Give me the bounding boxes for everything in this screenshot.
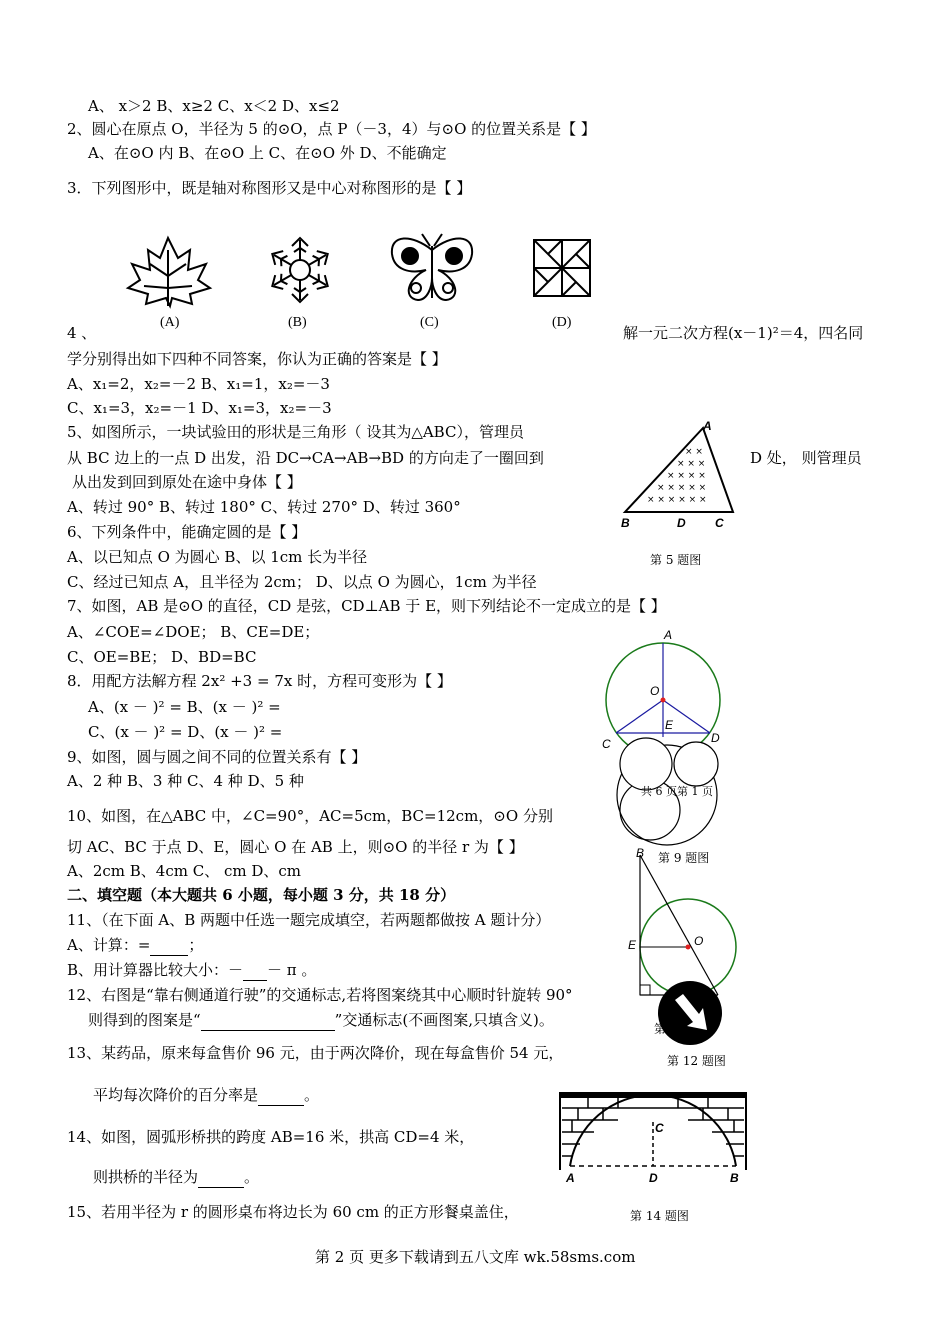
figure-5-caption: 第 5 题图 bbox=[650, 553, 702, 567]
q7-options-ab: A、∠COE=∠DOE； B、CE=DE； bbox=[67, 623, 320, 641]
question-12: 12、右图是“靠右侧通道行驶”的交通标志,若将图案绕其中心顺时针旋转 90° bbox=[67, 986, 573, 1004]
question-10-line2: 切 AC、BC 于点 D、E，圆心 O 在 AB 上，则⊙O 的半径 r 为【 】 bbox=[67, 838, 524, 856]
q4-options-ab: A、x₁=2，x₂=－2 B、x₁=1，x₂=－3 bbox=[67, 375, 330, 393]
question-9: 9、如图，圆与圆之间不同的位置关系有【 】 bbox=[67, 748, 367, 766]
section-2-heading: 二、填空题（本大题共 6 小题，每小题 3 分，共 18 分） bbox=[67, 886, 456, 904]
q13-end: 。 bbox=[304, 1086, 320, 1104]
fig14-label-d: D bbox=[649, 1171, 658, 1185]
question-14: 14、如图，圆弧形桥拱的跨度 AB=16 米，拱高 CD=4 米， bbox=[67, 1128, 475, 1146]
svg-text:× × × × × ×: × × × × × × bbox=[647, 495, 707, 505]
question-5: 5、如图所示，一块试验田的形状是三角形（ 设其为△ABC），管理员 bbox=[67, 423, 524, 441]
q10-options: A、2cm B、4cm C、 cm D、cm bbox=[67, 862, 302, 880]
q11-b-blank[interactable] bbox=[243, 960, 267, 981]
fig14-label-c: C bbox=[655, 1121, 664, 1135]
question-3: 3．下列图形中，既是轴对称图形又是中心对称图形的是【 】 bbox=[67, 179, 472, 197]
fig10-label-o: O bbox=[694, 934, 704, 948]
fig10-label-e: E bbox=[628, 938, 637, 952]
figure-14-arch-bridge bbox=[558, 1088, 748, 1188]
svg-text:× × ×: × × × bbox=[677, 459, 706, 469]
q13-blank[interactable] bbox=[258, 1085, 304, 1106]
question-6: 6、下列条件中，能确定圆的是【 】 bbox=[67, 523, 307, 541]
figure-12-traffic-sign bbox=[655, 978, 725, 1048]
q3-figures bbox=[120, 230, 610, 330]
question-2: 2、圆心在原点 O，半径为 5 的⊙O，点 P（－3，4）与⊙O 的位置关系是【 】 bbox=[67, 120, 596, 138]
q12-text: 则得到的图案是“ bbox=[88, 1011, 201, 1029]
question-7: 7、如图，AB 是⊙O 的直径，CD 是弦，CD⊥AB 于 E，则下列结论不一定成立的是【 】 bbox=[67, 597, 666, 615]
fig5-label-c: C bbox=[715, 516, 724, 530]
fig14-label-a: A bbox=[566, 1171, 575, 1185]
overlapping-page-label: 共 6 页第 1 页 bbox=[641, 785, 713, 798]
page-footer: 第 2 页 更多下载请到五八文库 wk.58sms.com bbox=[315, 1248, 636, 1266]
fig7-label-c: C bbox=[602, 737, 611, 751]
q13-text: 平均每次降价的百分率是 bbox=[93, 1086, 259, 1104]
question-5-line2: 从 BC 边上的一点 D 出发，沿 DC→CA→AB→BD 的方向走了一圈回到 bbox=[67, 449, 544, 467]
question-11: 11、（在下面 A、B 两题中任选一题完成填空，若两题都做按 A 题计分） bbox=[67, 911, 551, 929]
fig14-label-b: B bbox=[730, 1171, 739, 1185]
figure-14-caption: 第 14 题图 bbox=[630, 1209, 689, 1223]
question-13: 13、某药品，原来每盒售价 96 元，由于两次降价，现在每盒售价 54 元， bbox=[67, 1044, 564, 1062]
figure-12-caption: 第 12 题图 bbox=[667, 1054, 726, 1068]
figure-5-triangle bbox=[615, 420, 745, 535]
q12-end: ”交通标志(不画图案,只填含义)。 bbox=[334, 1011, 554, 1029]
question-15: 15、若用半径为 r 的圆形桌布将边长为 60 cm 的正方形餐桌盖住， bbox=[67, 1203, 519, 1221]
q5-options: A、转过 90° B、转过 180° C、转过 270° D、转过 360° bbox=[67, 498, 461, 516]
question-5-line2-right: D 处， 则管理员 bbox=[750, 449, 862, 467]
svg-text:× × × × ×: × × × × × bbox=[657, 483, 707, 493]
q2-options: A、在⊙O 内 B、在⊙O 上 C、在⊙O 外 D、不能确定 bbox=[88, 144, 447, 162]
figure-label-d: (D) bbox=[552, 315, 572, 330]
question-12-line2 bbox=[88, 1010, 554, 1031]
figure-12-partial-caption: 第 bbox=[654, 1022, 667, 1036]
figure-label-b: (B) bbox=[288, 315, 307, 330]
fig7-label-o: O bbox=[650, 684, 660, 698]
q12-blank[interactable] bbox=[201, 1010, 335, 1031]
figure-label-c: (C) bbox=[420, 315, 439, 330]
fig5-label-a: A bbox=[703, 419, 712, 433]
question-14-line2 bbox=[93, 1167, 259, 1188]
q11-part-a bbox=[67, 935, 203, 956]
q11-a-blank[interactable] bbox=[150, 935, 188, 956]
q6-options-ab: A、以已知点 O 为圆心 B、以 1cm 长为半径 bbox=[67, 548, 368, 566]
fig7-label-d: D bbox=[711, 731, 720, 745]
q4-options-cd: C、x₁=3，x₂=－1 D、x₁=3，x₂=－3 bbox=[67, 399, 332, 417]
snowflake-figure bbox=[268, 238, 331, 302]
q11-b-text: B、用计算器比较大小：－ bbox=[67, 961, 244, 979]
q14-blank[interactable] bbox=[198, 1167, 244, 1188]
fig7-label-a: A bbox=[664, 628, 673, 642]
maple-leaf-figure bbox=[128, 238, 210, 306]
q7-options-cd: C、OE=BE； D、BD=BC bbox=[67, 648, 257, 666]
fig5-label-d: D bbox=[677, 516, 686, 530]
figure-label-a: (A) bbox=[160, 315, 180, 330]
question-4-cont: 学分别得出如下四种不同答案，你认为正确的答案是【 】 bbox=[67, 350, 447, 368]
svg-text:× × × ×: × × × × bbox=[667, 471, 706, 481]
question-5-line3: 从出发到回到原处在途中身体【 】 bbox=[72, 473, 302, 491]
q14-text: 则拱桥的半径为 bbox=[93, 1168, 199, 1186]
question-4-right: 解一元二次方程(x－1)²＝4，四名同 bbox=[623, 324, 864, 342]
figure-9-caption: 第 9 题图 bbox=[658, 851, 710, 865]
fig5-label-b: B bbox=[621, 516, 630, 530]
question-4-number: 4 、 bbox=[67, 324, 97, 342]
q11-b-end: － π 。 bbox=[267, 961, 317, 979]
q14-end: 。 bbox=[244, 1168, 260, 1186]
pinwheel-figure bbox=[534, 240, 590, 296]
q11-a-text: A、计算：= bbox=[67, 936, 151, 954]
butterfly-figure bbox=[392, 234, 472, 300]
q8-options-ab: A、(x － )² = B、(x － )² = bbox=[88, 698, 281, 716]
question-10: 10、如图，在△ABC 中，∠C=90°，AC=5cm，BC=12cm，⊙O 分别 bbox=[67, 807, 553, 825]
svg-text:× ×: × × bbox=[685, 447, 703, 457]
q11-part-b bbox=[67, 960, 316, 981]
question-13-line2 bbox=[93, 1085, 319, 1106]
fig7-label-e: E bbox=[665, 718, 674, 732]
q9-options: A、2 种 B、3 种 C、4 种 D、5 种 bbox=[67, 772, 304, 790]
q1-options: A、 x＞2 B、x≥2 C、x＜2 D、x≤2 bbox=[88, 97, 340, 115]
q11-a-end: ； bbox=[188, 936, 204, 954]
question-8: 8．用配方法解方程 2x² +3 = 7x 时，方程可变形为【 】 bbox=[67, 672, 452, 690]
fig10-label-b: B bbox=[636, 846, 645, 860]
q8-options-cd: C、(x － )² = D、(x － )² = bbox=[88, 723, 283, 741]
q6-options-cd: C、经过已知点 A，且半径为 2cm； D、以点 O 为圆心，1cm 为半径 bbox=[67, 573, 537, 591]
